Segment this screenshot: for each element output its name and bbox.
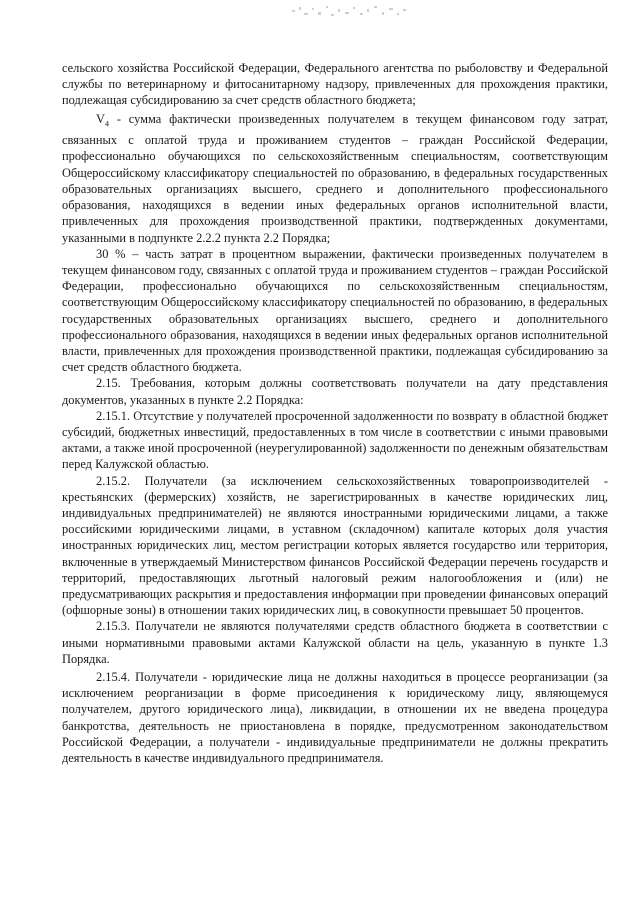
paragraph-30-percent: 30 % – часть затрат в процентном выражении, фактически произведенных получателем в текущем финансовом году, связанных с оплатой труда и проживанием студентов – граждан Российской Федерации, профессионально обучающихся по сельскохозяйственным специальностям, соответствующим Общероссийскому классификатору специальностей по образованию, в федеральных государственных образовательных организациях высшего, среднего и дополнительного профессионального образования, находящихся в ведении иных федеральных органов исполнительной власти, привлеченных для прохождения производственной практики, подлежащая субсидированию за счет средств областного бюджета. <box>62 246 608 375</box>
paragraph-2-15: 2.15. Требования, которым должны соответствовать получатели на дату представления документов, указанных в пункте 2.2 Порядка: <box>62 376 608 407</box>
paragraph-2-15-3: 2.15.3. Получатели не являются получателями средств областного бюджета в соответствии с иными нормативными правовыми актами Калужской области на цель, указанную в пункте 1.3 Порядка. <box>62 619 608 666</box>
paragraph-intro: сельского хозяйства Российской Федерации, Федерального агентства по рыболовству и Федеральной службы по ветеринарному и фитосанитарному надзору, привлеченных для прохождения практики, подлежащая субсидированию за счет средств областного бюджета; <box>62 61 608 108</box>
document-page <box>62 60 608 766</box>
paragraph-2-15-2: 2.15.2. Получатели (за исключением сельскохозяйственных товаропроизводителей - крестьянских (фермерских) хозяйств, не зарегистрированных в качестве юридических лиц, индивидуальных предпринимателей) не являются иностранными юридическими лицами, а также российскими юридическими лицами, в уставном (складочном) капитале которых доля участия иностранных юридических лиц, местом регистрации которых является государство или территория, включенные в утверждаемый Министерством финансов Российской Федерации перечень государств и территорий, предоставляющих льготный налоговый режим налогообложения и (или) не предусматривающих раскрытия и предоставления информации при проведении финансовых операций (офшорные зоны) в отношении таких юридических лиц, в совокупности превышает 50 процентов. <box>62 473 608 618</box>
v4-symbol: $V_4$ <box>96 111 109 129</box>
paragraph-v4 <box>62 111 608 246</box>
paragraph-2-15-4: 2.15.4. Получатели - юридические лица не должны находиться в процессе реорганизации (за исключением реорганизации в форме присоединения к юридическому лицу, являющемуся получателем, другого юридического лица), ликвидации, в отношении их не введена процедура банкротства, деятельность не приостановлена в порядке, предусмотренном законодательством Российской Федерации, а получатели - индивидуальные предприниматели не должны прекратить деятельность в качестве индивидуального предпринимателя. <box>62 669 608 765</box>
paragraph-2-15-1: 2.15.1. Отсутствие у получателей просроченной задолженности по возврату в областной бюджет субсидий, бюджетных инвестиций, предоставленных в том числе в соответствии с иными правовыми актами, а также иной просроченной (неурегулированной) задолженности по денежным обязательствам перед Калужской областью. <box>62 408 608 472</box>
scan-artifact <box>290 4 410 22</box>
v4-definition: - сумма фактически произведенных получателем в текущем финансовом году затрат, связанных с оплатой труда и проживанием студентов – граждан Российской Федерации, профессионально обучающихся по сельскохозяйственным специальностям, соответствующим Общероссийскому классификатору специальностей по образованию, в федеральных государственных образовательных организациях высшего, среднего и дополнительного профессионального образования, находящихся в ведении иных федеральных органов исполнительной власти, привлеченных для прохождения производственной практики, подтвержденных документами, указанными в подпункте 2.2.2 пункта 2.2 Порядка; <box>62 111 608 245</box>
